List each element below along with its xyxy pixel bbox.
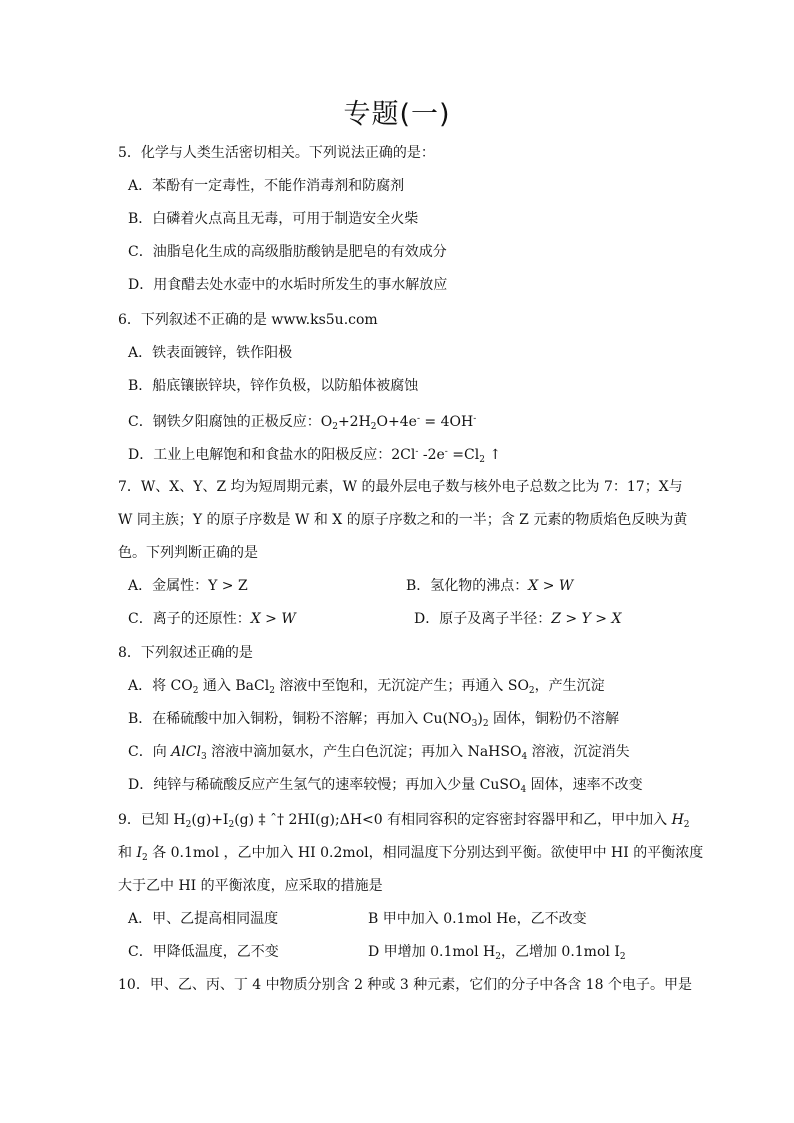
q9-option-b: B 甲中加入 0.1mol He，乙不改变 xyxy=(368,911,587,927)
q9-option-a: A．甲、乙提高相同温度 xyxy=(128,911,279,927)
page-title: 专题(一) xyxy=(343,99,451,130)
q8-option-b: B．在稀硫酸中加入铜粉，铜粉不溶解；再加入 $Cu(NO_3)_2$ 固体，铜粉仍不溶解 xyxy=(128,711,620,729)
q5-stem: 5．化学与人类生活密切相关。下列说法正确的是： xyxy=(118,145,435,161)
q9-stem-line1: 9．已知 $H_2(g)+I_2(g)$ ‡ ˆ† 2HI(g);ΔH<0 有相同容积的定容密封容器甲和乙，甲中加入 $H_2$ xyxy=(118,812,690,830)
q7-option-d: D．原子及离子半径：Z > Y > X xyxy=(414,611,622,627)
q9-stem-line2: 和 $I_2$ 各 0.1mol ，乙中加入 HI 0.2mol，相同温度下分别达到平衡。欲使甲中 HI 的平衡浓度 xyxy=(118,845,704,863)
q5-option-c: C．油脂皂化生成的高级脂肪酸钠是肥皂的有效成分 xyxy=(128,244,447,260)
q7-option-c: C．离子的还原性：X > W xyxy=(128,611,296,627)
q6-option-c-equation: $O_2+2H_2O+4e^- = 4OH^-$ xyxy=(320,414,477,432)
q7-stem-line1: 7．W、X、Y、Z 均为短周期元素，W 的最外层电子数与核外电子总数之比为 7：17；X与 xyxy=(118,479,683,495)
q7-option-a: A．金属性：Y > Z xyxy=(128,578,248,594)
q6-stem: 6．下列叙述不正确的是 www.ks5u.com xyxy=(118,312,378,328)
q10-stem-line1: 10．甲、乙、丙、丁 4 中物质分别含 2 种或 3 种元素，它们的分子中各含 18 个电子。甲是 xyxy=(118,977,692,993)
q7-stem-line2: W 同主族；Y 的原子序数是 W 和 X 的原子序数之和的一半；含 Z 元素的物质焰色反映为黄 xyxy=(118,512,688,528)
q7-stem-line3: 色。下列判断正确的是 xyxy=(118,545,258,561)
q6-option-d-equation: 2Cl- $-2e^- =Cl_2$ ↑ xyxy=(391,447,502,465)
q5-option-b: B．白磷着火点高且无毒，可用于制造安全火柴 xyxy=(128,211,419,227)
q8-option-d: D．纯锌与稀硫酸反应产生氢气的速率较慢；再加入少量 CuSO$_4$ 固体，速率不改变 xyxy=(128,777,643,795)
q8-option-c: C．向 AlCl$_3$ 溶液中滴加氨水，产生白色沉淀；再加入 NaHSO$_4$ 溶液，沉淀消失 xyxy=(128,744,630,762)
q7-option-b: B．氢化物的沸点：X > W xyxy=(406,578,574,594)
q5-option-a: A．苯酚有一定毒性，不能作消毒剂和防腐剂 xyxy=(128,178,405,194)
q9-stem-line3: 大于乙中 HI 的平衡浓度，应采取的措施是 xyxy=(118,878,383,894)
equilibrium-arrow-icon: ‡ ˆ† xyxy=(254,812,289,828)
q6-option-a: A．铁表面镀锌，铁作阳极 xyxy=(128,345,293,361)
q6-option-d-text: D．工业上电解饱和和食盐水的阳极反应： xyxy=(128,447,392,463)
q6-option-b: B．船底镶嵌锌块，锌作负极，以防船体被腐蚀 xyxy=(128,378,419,394)
q6-option-c-text: C．钢铁夕阳腐蚀的正极反应： xyxy=(128,414,321,430)
q8-stem: 8．下列叙述正确的是 xyxy=(118,645,253,661)
q6-option-c xyxy=(128,409,476,437)
q9-option-d: D 甲增加 0.1mol $H_2$，乙增加 0.1mol $I_2$ xyxy=(368,944,626,962)
q9-option-c: C．甲降低温度，乙不变 xyxy=(128,944,279,960)
q6-option-d xyxy=(128,442,501,470)
q5-option-d: D．用食醋去处水壶中的水垢时所发生的事水解放应 xyxy=(128,277,448,293)
q8-option-a: A．将 $CO_2$ 通入 BaCl$_2$ 溶液中至饱和，无沉淀产生；再通入 $SO_2$，产生沉淀 xyxy=(128,678,605,696)
